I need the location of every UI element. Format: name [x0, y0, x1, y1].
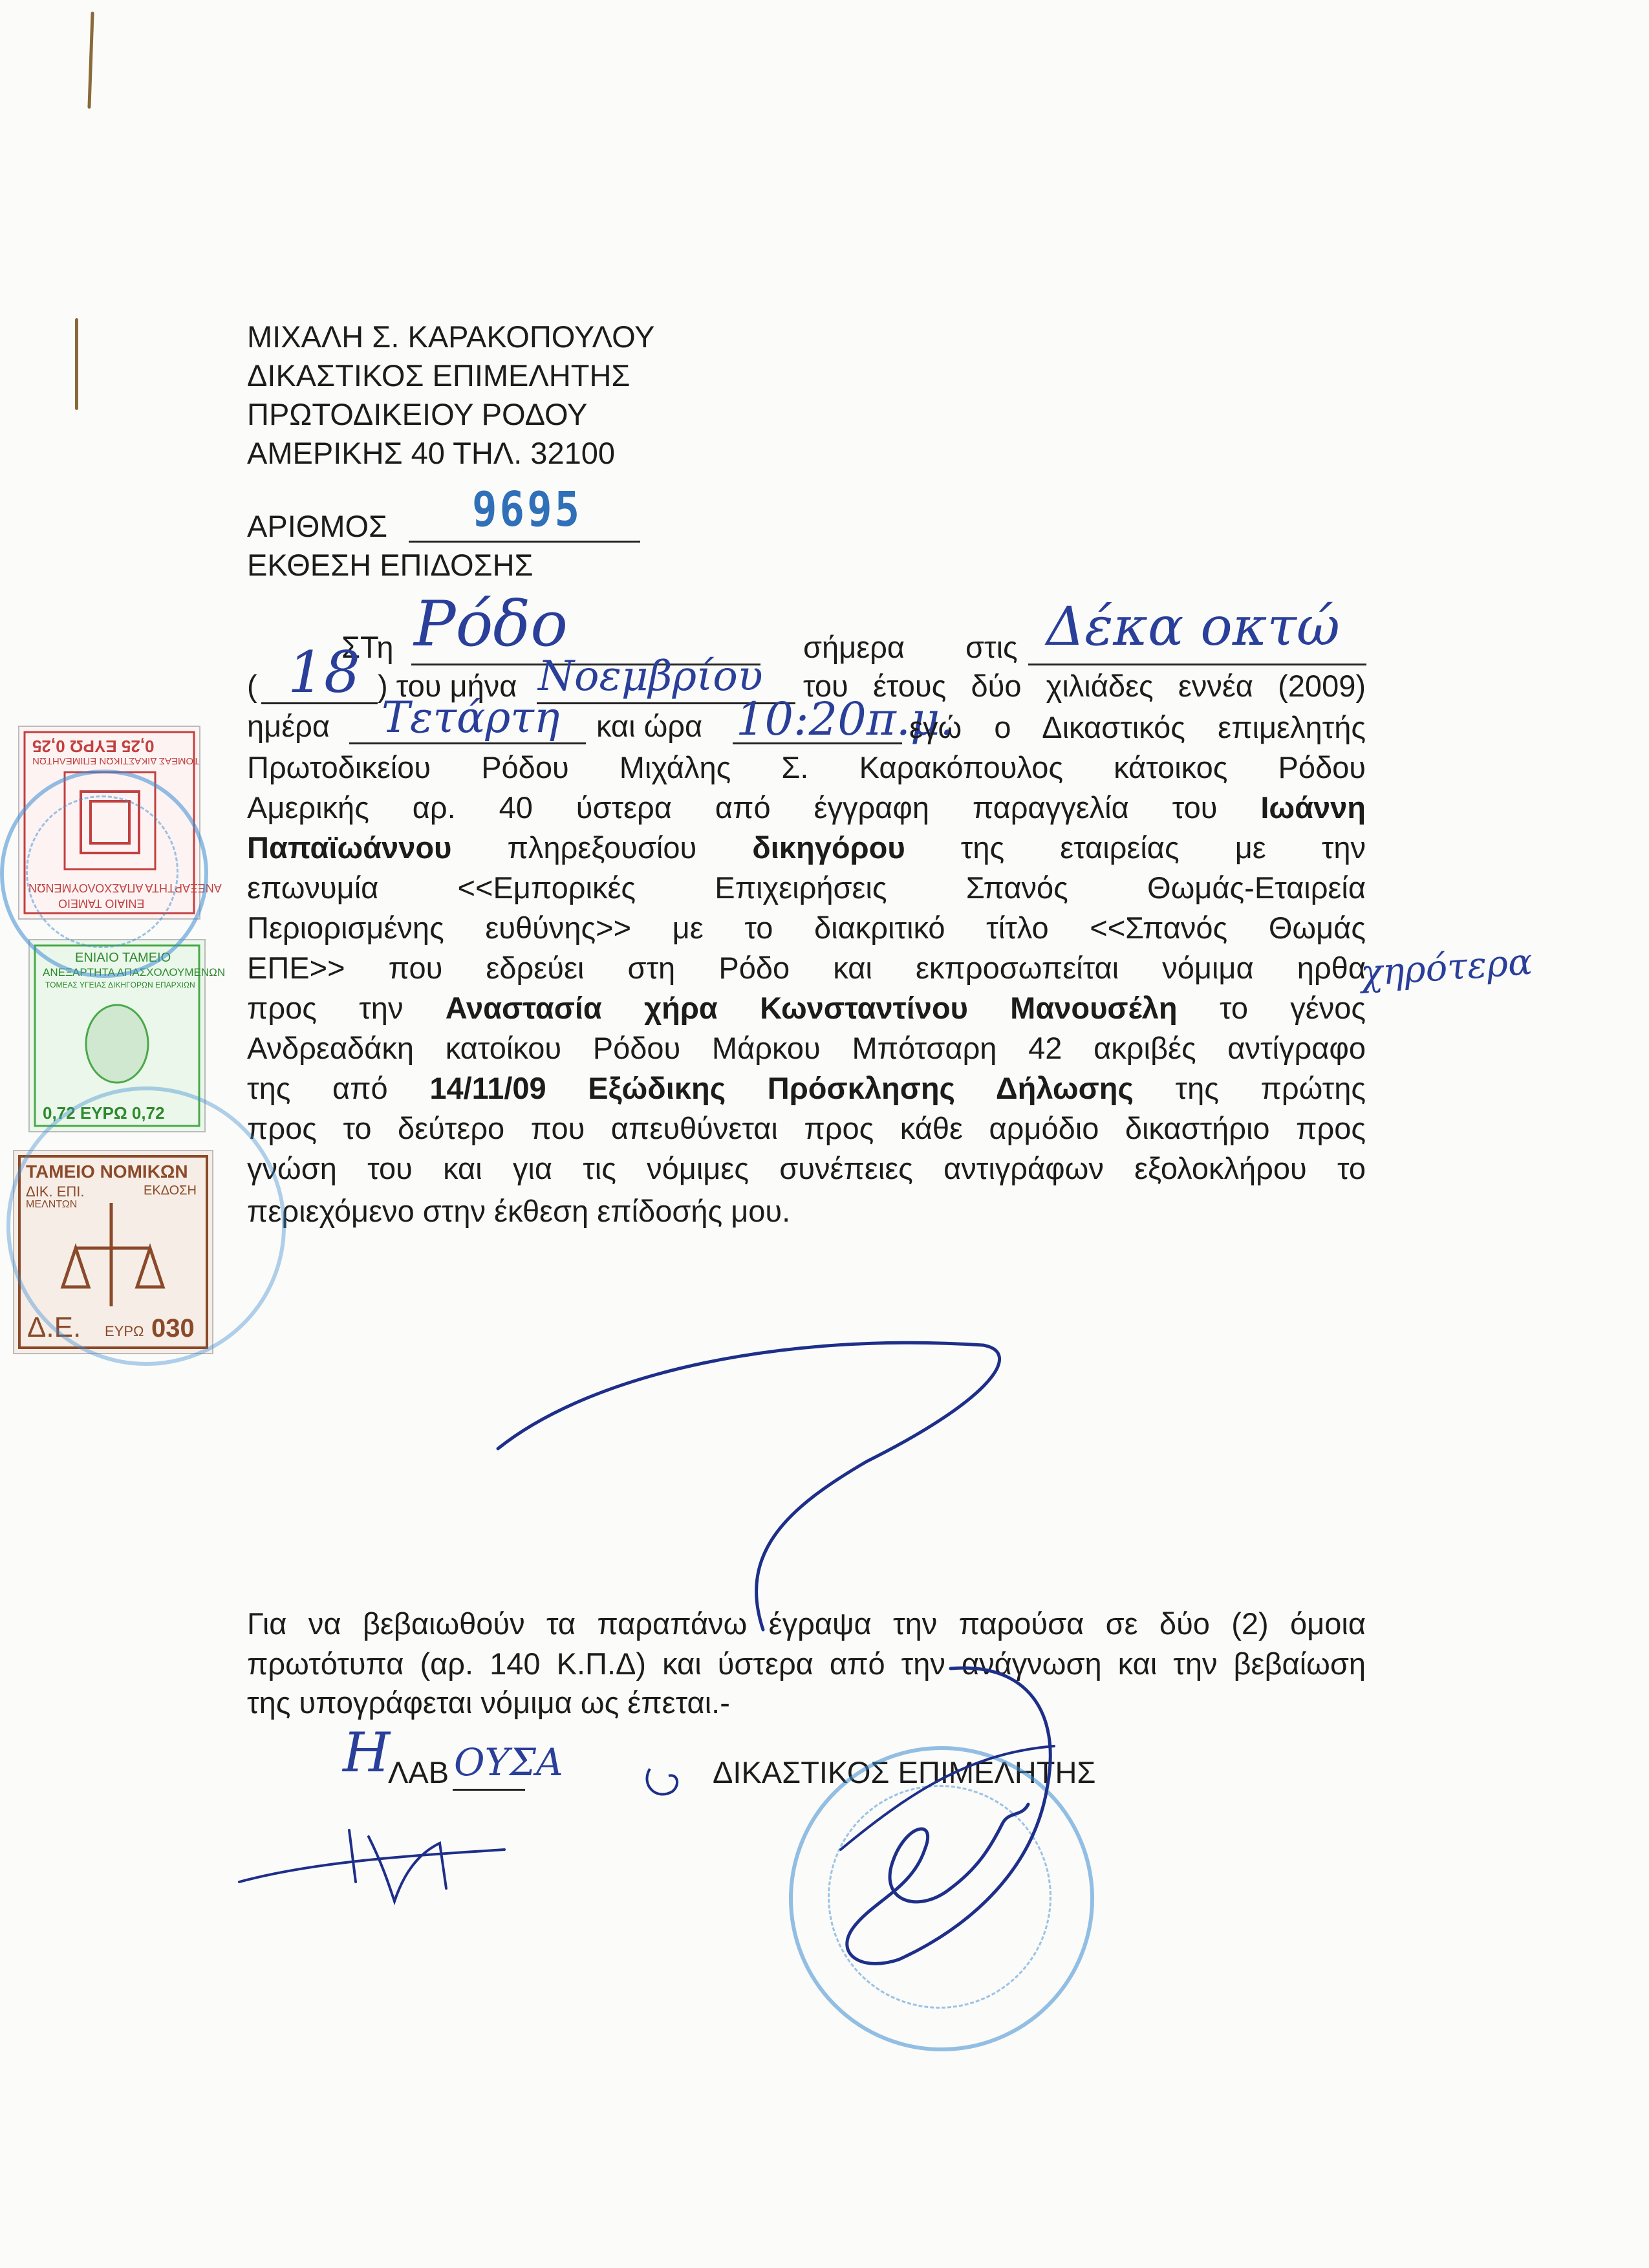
served-by-handwritten: χηρότερα [1359, 940, 1534, 995]
stamp3-sub-text: ΔΙΚ. ΕΠΙ. [26, 1183, 85, 1200]
document-title: ΕΚΘΕΣΗ ΕΠΙΔΟΣΗΣ [247, 548, 534, 582]
body-l1-a: ΣΤη [341, 630, 394, 664]
receiver-prefix-handwritten: Η [343, 1721, 391, 1784]
staple-top [87, 12, 94, 109]
body-l6-c: δικηγόρου [752, 830, 905, 865]
officer-label: ΔΙΚΑΣΤΙΚΟΣ ΕΠΙΜΕΛΗΤΗΣ [713, 1755, 1096, 1789]
closing-l1: Για να βεβαιωθούν τα παραπάνω έγραψα την παρούσα σε δύο (2) όμοια [247, 1606, 1366, 1641]
body-l8: Περιορισμένης ευθύνης>> με το διακριτικό τίτλο <<Σπανός Θωμάς [247, 911, 1366, 945]
closing-l2: πρωτότυπα (αρ. 140 Κ.Π.Δ) και ύστερα από την ανάγνωση και την βεβαίωση [247, 1647, 1366, 1681]
body-l1-b: σήμερα [803, 630, 905, 664]
body-l12-a: της από [247, 1071, 388, 1105]
number-label: ΑΡΙΘΜΟΣ [247, 509, 388, 543]
body-l10-c: το γένος [1219, 991, 1366, 1025]
stamp1-sub-text: ΤΟΜΕΑΣ ΔΙΚΑΣΤΙΚΩΝ ΕΠΙΜΕΛΗΤΩΝ [32, 755, 199, 766]
weekday-handwritten: Τετάρτη [382, 693, 560, 742]
date-words-handwritten: Δέκα οκτώ [1046, 596, 1340, 658]
body-l5-a: Αμερικής αρ. 40 ύστερα από έγγραφη παραγγελία του [247, 790, 1218, 825]
small-loop-mark [640, 1759, 685, 1804]
body-l10 [247, 988, 1366, 1028]
body-l5 [247, 788, 1366, 828]
body-l13: προς το δεύτερο που απευθύνεται προς κάθε αρμόδιο δικαστήριο προς [247, 1111, 1366, 1145]
header-court: ΠΡΩΤΟΔΙΚΕΙΟΥ ΡΟΔΟΥ [247, 397, 588, 431]
date-words-underline [1028, 664, 1366, 665]
body-l6-d: της εταιρείας με την [960, 830, 1366, 865]
place-handwritten: Ρόδο [414, 588, 568, 660]
body-l2-b: ) του μήνα [378, 669, 517, 703]
body-l11: Ανδρεαδάκη κατοίκου Ρόδου Μάρκου Μπότσαρη 42 ακριβές αντίγραφο [247, 1031, 1366, 1065]
body-l12 [247, 1068, 1366, 1108]
body-l6-b: πληρεξουσίου [507, 830, 697, 865]
body-l1-c: στις [965, 630, 1018, 664]
body-l12-c: της πρώτης [1175, 1071, 1366, 1105]
body-l2-a: ( [247, 669, 257, 703]
body-l7: επωνυμία <<Εμπορικές Επιχειρήσεις Σπανός Θωμάς-Εταιρεία [247, 870, 1366, 905]
stamp1-top-text: 0,25 ΕΥΡΩ 0,25 [32, 737, 155, 756]
officer-seal-left-bottom [6, 1086, 286, 1366]
body-l6 [247, 828, 1366, 868]
body-l3-b: και ώρα [596, 709, 703, 743]
staple-bottom [75, 318, 78, 410]
body-l10-a: προς την [247, 991, 404, 1025]
time-handwritten: 10:20π.μ. [736, 693, 954, 746]
stamp2-sub2-text: ΤΟΜΕΑΣ ΥΓΕΙΑΣ ΔΙΚΗΓΟΡΩΝ ΕΠΑΡΧΙΩΝ [45, 980, 195, 989]
body-l5-b: Ιωάννη [1260, 790, 1366, 825]
stamp2-top-text: ΕΝΙΑΙΟ ΤΑΜΕΙΟ [75, 951, 171, 965]
body-l2-c: του έτους δύο χιλιάδες εννέα (2009) [803, 669, 1366, 703]
officer-seal-left-top-inner [26, 795, 178, 948]
stamp1-bottom2-text: ΕΝΙΑΙΟ ΤΑΜΕΙΟ [58, 897, 145, 910]
body-l15: περιεχόμενο στην έκθεση επίδοσής μου. [247, 1194, 791, 1228]
receiver-underline [453, 1789, 525, 1791]
body-l12-b: 14/11/09 Εξώδικης Πρόσκλησης Δήλωσης [429, 1071, 1134, 1105]
stamp3-value-b: ΕΥΡΩ [105, 1323, 144, 1339]
body-l3-c: εγώ ο Δικαστικός επιμελητής [909, 710, 1366, 744]
stamp3-top-text: ΤΑΜΕΙΟ ΝΟΜΙΚΩΝ [26, 1161, 188, 1182]
stamp1-bottom-text: ΑΝΕΞΑΡΤΗΤΑ ΑΠΑΣΧΟΛΟΥΜΕΝΩΝ [28, 881, 222, 894]
receiver-label: ΛΑΒ [388, 1755, 449, 1789]
header-role: ΔΙΚΑΣΤΙΚΟΣ ΕΠΙΜΕΛΗΤΗΣ [247, 358, 630, 393]
stamp3-value-c: 030 [151, 1314, 195, 1343]
body-l6-a: Παπαϊωάννου [247, 830, 452, 865]
stamp3-sub3-text: ΕΚΔΟΣΗ [144, 1183, 197, 1198]
day-handwritten: 18 [288, 639, 360, 706]
officer-signature [757, 1656, 1119, 2018]
body-l9: ΕΠΕ>> που εδρεύει στη Ρόδο και εκπροσωπείται νόμιμα ηρθα [247, 951, 1366, 985]
body-l10-b: Αναστασία χήρα Κωνσταντίνου Μανουσέλη [445, 991, 1178, 1025]
number-underline [409, 541, 640, 543]
stamp3-sub2-text: ΜΕΛΝΤΩΝ [26, 1199, 78, 1210]
body-l14: γνώση του και για τις νόμιμες συνέπειες αντιγράφων εξολοκλήρου το [247, 1151, 1366, 1185]
month-handwritten: Νοεμβρίου [538, 653, 763, 700]
header-name: ΜΙΧΑΛΗ Σ. ΚΑΡΑΚΟΠΟΥΛΟΥ [247, 319, 655, 354]
header-address: ΑΜΕΡΙΚΗΣ 40 ΤΗΛ. 32100 [247, 436, 616, 470]
stamp3-value-a: Δ.Ε. [27, 1312, 81, 1343]
receiver-signature [233, 1811, 517, 1921]
stamp2-sub-text: ΑΝΕΞΑΡΤΗΤΑ ΑΠΑΣΧΟΛΟΥΜΕΝΩΝ [43, 966, 226, 978]
closing-l3: της υπογράφεται νόμιμα ως έπεται.- [247, 1685, 730, 1720]
body-l3-a: ημέρα [247, 709, 330, 743]
body-l4: Πρωτοδικείου Ρόδου Μιχάλης Σ. Καρακόπουλος κάτοικος Ρόδου [247, 750, 1366, 784]
number-stamp-value: 9695 [472, 482, 583, 538]
receiver-handwritten: ΟΥΣΑ [454, 1740, 563, 1784]
stamp2-value-text: 0,72 ΕΥΡΩ 0,72 [43, 1103, 165, 1123]
